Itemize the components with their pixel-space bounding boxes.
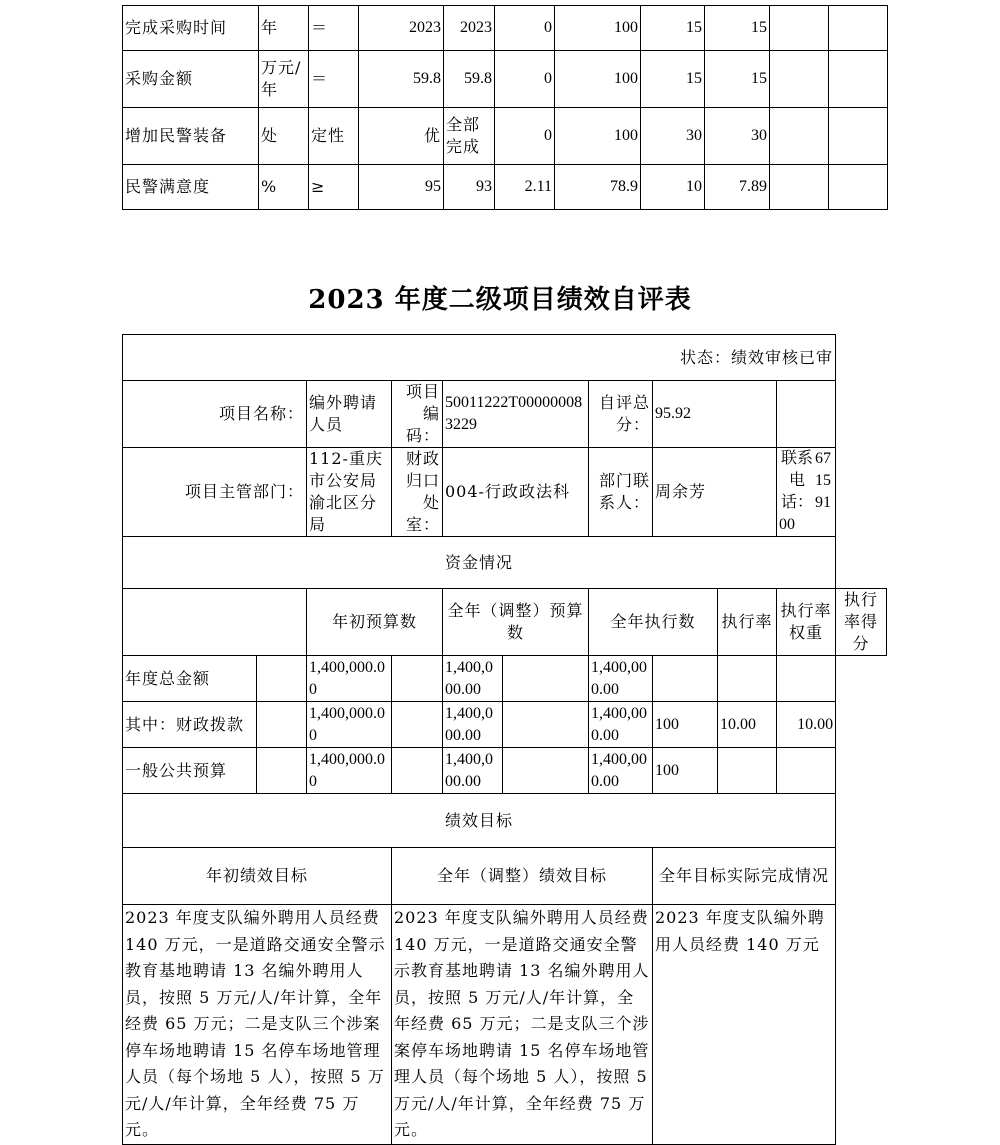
fund-adjusted: 1,400,000.00 — [443, 702, 503, 748]
indicator-actual: 59.8 — [444, 51, 495, 108]
indicator-rate: 100 — [555, 108, 641, 165]
header-adjusted-budget: 全年（调整）预算数 — [443, 589, 589, 656]
empty-cell — [829, 6, 888, 51]
phone-number: 67159100 — [779, 450, 831, 533]
goals-section-title: 绩效目标 — [123, 794, 836, 848]
adjusted-goal-text: 2023 年度支队编外聘用人员经费 140 万元，一是道路交通安全警示教育基地聘请 13 名编外聘用人员，按照 5 万元/人/年计算，全年经费 65 万元；二是支队三个涉案停车场地聘请 15 名停车场地管理人员（每个场地 5 人），按照 5 万元/人/年计算，全年经费 75 万元。 — [392, 905, 653, 1145]
funds-section-title: 资金情况 — [123, 537, 836, 589]
indicator-operator: ≥ — [309, 165, 359, 210]
indicator-table — [122, 5, 888, 210]
empty-cell — [770, 108, 829, 165]
finance-office-value: 004-行政政法科 — [443, 448, 589, 537]
fund-rate: 100 — [653, 748, 718, 794]
info-row — [123, 381, 887, 448]
indicator-score: 7.89 — [705, 165, 770, 210]
contact-label: 部门联系人： — [589, 448, 653, 537]
indicator-rate: 78.9 — [555, 165, 641, 210]
indicator-weight: 15 — [641, 51, 705, 108]
empty-cell — [829, 51, 888, 108]
goals-text-row — [123, 905, 887, 1145]
project-name-label: 项目名称： — [123, 381, 307, 448]
fund-score — [777, 656, 836, 702]
table-row — [123, 656, 887, 702]
indicator-weight: 30 — [641, 108, 705, 165]
fund-label: 年度总金额 — [123, 656, 257, 702]
indicator-score: 15 — [705, 51, 770, 108]
fund-initial: 1,400,000.00 — [307, 748, 392, 794]
indicator-deviation: 2.11 — [495, 165, 555, 210]
indicator-weight: 10 — [641, 165, 705, 210]
header-rate-score: 执行率得分 — [836, 589, 887, 656]
goals-header-row — [123, 848, 887, 905]
table-row — [123, 702, 887, 748]
self-score-label: 自评总分： — [589, 381, 653, 448]
empty-cell — [503, 656, 589, 702]
finance-office-label: 财政归口处室： — [392, 448, 443, 537]
status-text: 状态：绩效审核已审 — [123, 335, 836, 381]
indicator-target: 优 — [359, 108, 444, 165]
empty-cell — [392, 748, 443, 794]
header-adjusted-goal: 全年（调整）绩效目标 — [392, 848, 653, 905]
indicator-operator: 定性 — [309, 108, 359, 165]
project-name-value: 编外聘请人员 — [307, 381, 392, 448]
empty-cell — [503, 702, 589, 748]
header-initial-goal: 年初绩效目标 — [123, 848, 392, 905]
empty-cell — [257, 702, 307, 748]
initial-goal-text: 2023 年度支队编外聘用人员经费 140 万元，一是道路交通安全警示教育基地聘请 13 名编外聘用人员，按照 5 万元/人/年计算，全年经费 65 万元；二是支队三个涉案停车场地聘请 15 名停车场地管理人员（每个场地 5 人），按照 5 万元/人/年计算，全年经费 75 万元。 — [123, 905, 392, 1145]
header-executed: 全年执行数 — [589, 589, 718, 656]
indicator-score: 30 — [705, 108, 770, 165]
fund-weight — [718, 656, 777, 702]
indicator-unit: 年 — [259, 6, 309, 51]
header-initial-budget: 年初预算数 — [307, 589, 443, 656]
indicator-unit: 处 — [259, 108, 309, 165]
phone-value — [777, 448, 836, 537]
empty-cell — [777, 381, 836, 448]
table-row — [123, 6, 888, 51]
indicator-target: 95 — [359, 165, 444, 210]
indicator-deviation: 0 — [495, 51, 555, 108]
indicator-name: 民警满意度 — [123, 165, 259, 210]
info-row — [123, 448, 887, 537]
indicator-actual: 93 — [444, 165, 495, 210]
fund-score: 10.00 — [777, 702, 836, 748]
self-evaluation-table — [122, 334, 887, 1145]
dept-label: 项目主管部门： — [123, 448, 307, 537]
fund-score — [777, 748, 836, 794]
header-rate-weight: 执行率权重 — [777, 589, 836, 656]
empty-cell — [770, 6, 829, 51]
empty-cell — [392, 656, 443, 702]
table-row — [123, 748, 887, 794]
page-title: 2023 年度二级项目绩效自评表 — [308, 285, 692, 315]
phone-label: 联系电话： — [780, 450, 813, 511]
indicator-deviation: 0 — [495, 6, 555, 51]
indicator-deviation: 0 — [495, 108, 555, 165]
empty-cell — [257, 748, 307, 794]
indicator-operator: ＝ — [309, 6, 359, 51]
fund-rate: 100 — [653, 702, 718, 748]
fund-rate — [653, 656, 718, 702]
fund-initial: 1,400,000.00 — [307, 702, 392, 748]
fund-adjusted: 1,400,000.00 — [443, 748, 503, 794]
table-row — [123, 51, 888, 108]
contact-value: 周余芳 — [653, 448, 777, 537]
empty-cell — [503, 748, 589, 794]
fund-executed: 1,400,000.00 — [589, 656, 653, 702]
status-row — [123, 335, 887, 381]
actual-completion-text: 2023 年度支队编外聘用人员经费 140 万元 — [653, 905, 836, 1145]
empty-cell — [829, 108, 888, 165]
indicator-rate: 100 — [555, 51, 641, 108]
indicator-target: 59.8 — [359, 51, 444, 108]
header-rate: 执行率 — [718, 589, 777, 656]
fund-weight: 10.00 — [718, 702, 777, 748]
project-code-value: 50011222T000000083229 — [443, 381, 589, 448]
indicator-unit: % — [259, 165, 309, 210]
fund-executed: 1,400,000.00 — [589, 702, 653, 748]
empty-cell — [770, 165, 829, 210]
dept-value: 112-重庆市公安局渝北区分局 — [307, 448, 392, 537]
indicator-name: 完成采购时间 — [123, 6, 259, 51]
indicator-actual: 2023 — [444, 6, 495, 51]
empty-cell — [257, 656, 307, 702]
table-row — [123, 165, 888, 210]
table-row — [123, 108, 888, 165]
empty-cell — [770, 51, 829, 108]
section-row — [123, 794, 887, 848]
empty-cell — [123, 589, 307, 656]
indicator-score: 15 — [705, 6, 770, 51]
project-code-label: 项目编码： — [392, 381, 443, 448]
indicator-name: 增加民警装备 — [123, 108, 259, 165]
funds-header-row — [123, 589, 887, 656]
fund-label: 一般公共预算 — [123, 748, 257, 794]
fund-executed: 1,400,000.00 — [589, 748, 653, 794]
indicator-target: 2023 — [359, 6, 444, 51]
section-row — [123, 537, 887, 589]
header-actual-completion: 全年目标实际完成情况 — [653, 848, 836, 905]
indicator-name: 采购金额 — [123, 51, 259, 108]
indicator-weight: 15 — [641, 6, 705, 51]
empty-cell — [392, 702, 443, 748]
fund-label: 其中：财政拨款 — [123, 702, 257, 748]
fund-initial: 1,400,000.00 — [307, 656, 392, 702]
fund-adjusted: 1,400,000.00 — [443, 656, 503, 702]
indicator-actual: 全部完成 — [444, 108, 495, 165]
indicator-rate: 100 — [555, 6, 641, 51]
self-score-value: 95.92 — [653, 381, 777, 448]
indicator-unit: 万元/年 — [259, 51, 309, 108]
empty-cell — [829, 165, 888, 210]
fund-weight — [718, 748, 777, 794]
indicator-operator: ＝ — [309, 51, 359, 108]
